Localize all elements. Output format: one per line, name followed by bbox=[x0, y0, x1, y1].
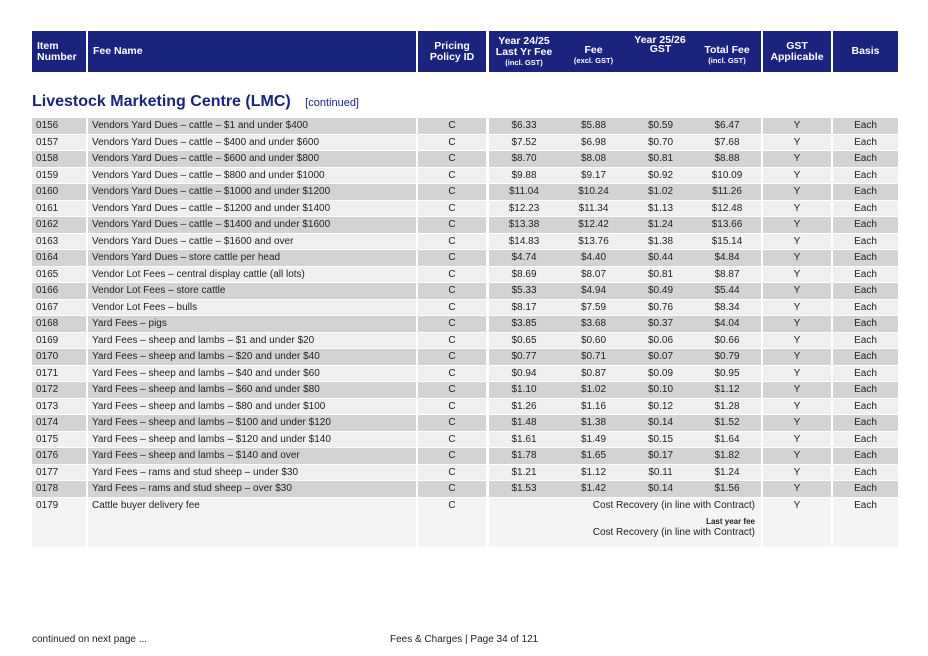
cell-basis: Each bbox=[833, 217, 898, 233]
cell-fee-name: Vendors Yard Dues – cattle – $1600 and over bbox=[88, 234, 416, 250]
header-pricing-line2: Policy ID bbox=[429, 50, 475, 63]
cell-last-year-fee: $8.17 bbox=[489, 300, 559, 316]
cell-policy: C bbox=[418, 217, 486, 233]
cell-fee-excl-gst: $1.38 bbox=[559, 415, 628, 431]
cell-gst: $0.12 bbox=[628, 399, 693, 415]
cell-gst: $1.02 bbox=[628, 184, 693, 200]
cell-fee-name: Yard Fees – sheep and lambs – $80 and under $100 bbox=[88, 399, 416, 415]
cell-last-year-fee: $8.70 bbox=[489, 151, 559, 167]
cell-policy: C bbox=[418, 151, 486, 167]
cell-gst-applicable: Y bbox=[763, 366, 831, 382]
header-total-line1: Total Fee bbox=[704, 44, 750, 56]
cell-fee-excl-gst: $7.59 bbox=[559, 300, 628, 316]
cell-last-year-fee: $8.69 bbox=[489, 267, 559, 283]
cell-gst-applicable: Y bbox=[763, 184, 831, 200]
section-title: Livestock Marketing Centre (LMC) bbox=[32, 93, 291, 110]
cell-last-year-fee: $9.88 bbox=[489, 168, 559, 184]
cell-gst-applicable: Y bbox=[763, 217, 831, 233]
cell-total-fee: $8.34 bbox=[693, 300, 761, 316]
cell-fee-excl-gst: $4.40 bbox=[559, 250, 628, 266]
cell-fee-excl-gst: $9.17 bbox=[559, 168, 628, 184]
cell-policy: C bbox=[418, 498, 486, 547]
header-last-year bbox=[489, 31, 559, 72]
cell-basis: Each bbox=[833, 349, 898, 365]
header-fee-line1: Fee bbox=[584, 44, 603, 56]
cell-policy: C bbox=[418, 415, 486, 431]
cell-basis: Each bbox=[833, 118, 898, 134]
cell-policy: C bbox=[418, 234, 486, 250]
cell-policy: C bbox=[418, 184, 486, 200]
header-last-year-line1: Year 24/25 bbox=[498, 35, 550, 47]
cell-total-fee: $0.79 bbox=[693, 349, 761, 365]
header-year-group-label: Year 25/26 bbox=[634, 34, 686, 46]
cell-total-fee: $15.14 bbox=[693, 234, 761, 250]
cell-total-fee: $7.68 bbox=[693, 135, 761, 151]
cell-basis: Each bbox=[833, 168, 898, 184]
cell-policy: C bbox=[418, 201, 486, 217]
cell-fee-name: Vendors Yard Dues – store cattle per head bbox=[88, 250, 416, 266]
cell-policy: C bbox=[418, 465, 486, 481]
cell-gst-applicable: Y bbox=[763, 349, 831, 365]
cell-last-year-fee: $14.83 bbox=[489, 234, 559, 250]
cell-gst-applicable: Y bbox=[763, 465, 831, 481]
cell-fee-name: Vendors Yard Dues – cattle – $1000 and under $1200 bbox=[88, 184, 416, 200]
cell-last-year-fee: $4.74 bbox=[489, 250, 559, 266]
cell-gst: $0.11 bbox=[628, 465, 693, 481]
cell-basis: Each bbox=[833, 250, 898, 266]
cell-gst-applicable: Y bbox=[763, 250, 831, 266]
header-gst-applicable bbox=[763, 31, 831, 72]
header-fee-line2: (excl. GST) bbox=[573, 56, 614, 65]
table-row bbox=[32, 316, 898, 333]
cell-fee-name: Vendors Yard Dues – cattle – $600 and under $800 bbox=[88, 151, 416, 167]
section-heading bbox=[32, 93, 359, 111]
table-header bbox=[32, 31, 898, 72]
cell-total-fee: $1.52 bbox=[693, 415, 761, 431]
cell-fee-name: Yard Fees – pigs bbox=[88, 316, 416, 332]
cell-last-year-fee: $6.33 bbox=[489, 118, 559, 134]
header-basis bbox=[833, 31, 898, 72]
cell-fee-name: Vendors Yard Dues – cattle – $800 and under $1000 bbox=[88, 168, 416, 184]
cell-total-fee: $1.64 bbox=[693, 432, 761, 448]
cell-total-fee: $8.87 bbox=[693, 267, 761, 283]
table-row bbox=[32, 399, 898, 416]
cell-fee-excl-gst: $0.71 bbox=[559, 349, 628, 365]
cell-gst-applicable: Y bbox=[763, 448, 831, 464]
cell-basis: Each bbox=[833, 465, 898, 481]
cell-item-number: 0174 bbox=[32, 415, 86, 431]
cell-fee-name: Vendor Lot Fees – store cattle bbox=[88, 283, 416, 299]
cell-policy: C bbox=[418, 250, 486, 266]
header-basis-label: Basis bbox=[851, 45, 880, 57]
cell-fee-excl-gst: $1.42 bbox=[559, 481, 628, 497]
cell-item-number: 0166 bbox=[32, 283, 86, 299]
table-row bbox=[32, 118, 898, 135]
cell-fee-name: Vendors Yard Dues – cattle – $1400 and under $1600 bbox=[88, 217, 416, 233]
cell-total-fee: $12.48 bbox=[693, 201, 761, 217]
cell-basis: Each bbox=[833, 448, 898, 464]
cell-total-fee: $4.84 bbox=[693, 250, 761, 266]
cell-fee-name: Yard Fees – sheep and lambs – $100 and under $120 bbox=[88, 415, 416, 431]
header-pricing-line1: Pricing bbox=[434, 39, 470, 52]
cell-basis: Each bbox=[833, 382, 898, 398]
cell-gst: $0.06 bbox=[628, 333, 693, 349]
cell-fee-excl-gst: $3.68 bbox=[559, 316, 628, 332]
cell-fee-excl-gst: $4.94 bbox=[559, 283, 628, 299]
cell-fee-excl-gst: $13.76 bbox=[559, 234, 628, 250]
header-gst-app-line1: GST bbox=[786, 39, 808, 52]
cell-item-number: 0161 bbox=[32, 201, 86, 217]
cell-item-number: 0178 bbox=[32, 481, 86, 497]
cell-fee-excl-gst: $8.07 bbox=[559, 267, 628, 283]
header-fee-name-label: Fee Name bbox=[93, 45, 143, 57]
cell-gst: $0.81 bbox=[628, 151, 693, 167]
cell-fee-name: Vendors Yard Dues – cattle – $1 and under $400 bbox=[88, 118, 416, 134]
table-row bbox=[32, 168, 898, 185]
cell-policy: C bbox=[418, 382, 486, 398]
cell-last-year-fee: $1.78 bbox=[489, 448, 559, 464]
cell-fee-excl-gst: $10.24 bbox=[559, 184, 628, 200]
cell-fee-excl-gst: $6.98 bbox=[559, 135, 628, 151]
cell-gst-applicable: Y bbox=[763, 135, 831, 151]
cell-basis: Each bbox=[833, 399, 898, 415]
cell-basis: Each bbox=[833, 135, 898, 151]
cell-fee-excl-gst: $0.60 bbox=[559, 333, 628, 349]
cell-last-year-fee: $1.10 bbox=[489, 382, 559, 398]
table-row bbox=[32, 267, 898, 284]
table-row bbox=[32, 333, 898, 350]
table-row bbox=[32, 349, 898, 366]
cell-total-fee: $0.66 bbox=[693, 333, 761, 349]
cell-basis: Each bbox=[833, 366, 898, 382]
fee-table-rows bbox=[32, 118, 898, 498]
cell-basis: Each bbox=[833, 267, 898, 283]
cell-basis: Each bbox=[833, 432, 898, 448]
cell-gst-applicable: Y bbox=[763, 283, 831, 299]
cell-cost-recovery bbox=[489, 498, 761, 547]
cell-basis: Each bbox=[833, 498, 898, 547]
cell-last-year-fee: $1.48 bbox=[489, 415, 559, 431]
cell-policy: C bbox=[418, 399, 486, 415]
cell-last-year-fee: $3.85 bbox=[489, 316, 559, 332]
cell-fee-name: Yard Fees – sheep and lambs – $20 and under $40 bbox=[88, 349, 416, 365]
cell-last-year-fee: $11.04 bbox=[489, 184, 559, 200]
header-gst-app-line2: Applicable bbox=[770, 50, 824, 63]
header-total-line2: (incl. GST) bbox=[708, 56, 746, 65]
cell-gst-applicable: Y bbox=[763, 118, 831, 134]
table-row bbox=[32, 283, 898, 300]
header-item-number-line2: Number bbox=[37, 50, 77, 63]
cell-gst: $1.38 bbox=[628, 234, 693, 250]
cell-fee-excl-gst: $1.49 bbox=[559, 432, 628, 448]
table-row bbox=[32, 300, 898, 317]
cell-gst: $0.49 bbox=[628, 283, 693, 299]
cell-gst-applicable: Y bbox=[763, 300, 831, 316]
table-row bbox=[32, 234, 898, 251]
table-row bbox=[32, 415, 898, 432]
cell-policy: C bbox=[418, 267, 486, 283]
cell-item-number: 0167 bbox=[32, 300, 86, 316]
cell-fee-excl-gst: $1.16 bbox=[559, 399, 628, 415]
cell-item-number: 0172 bbox=[32, 382, 86, 398]
cell-fee-name: Yard Fees – rams and stud sheep – under $30 bbox=[88, 465, 416, 481]
cell-gst-applicable: Y bbox=[763, 399, 831, 415]
table-row bbox=[32, 250, 898, 267]
cell-item-number: 0164 bbox=[32, 250, 86, 266]
cell-fee-name: Vendor Lot Fees – bulls bbox=[88, 300, 416, 316]
cell-last-year-fee: $0.65 bbox=[489, 333, 559, 349]
table-row bbox=[32, 448, 898, 465]
cell-fee-name: Yard Fees – sheep and lambs – $120 and under $140 bbox=[88, 432, 416, 448]
table-row bbox=[32, 382, 898, 399]
cell-gst-applicable: Y bbox=[763, 415, 831, 431]
cell-fee-excl-gst: $12.42 bbox=[559, 217, 628, 233]
cell-item-number: 0176 bbox=[32, 448, 86, 464]
cell-fee-excl-gst: $8.08 bbox=[559, 151, 628, 167]
cell-basis: Each bbox=[833, 481, 898, 497]
cell-total-fee: $1.56 bbox=[693, 481, 761, 497]
cell-basis: Each bbox=[833, 316, 898, 332]
cell-last-year-fee: $0.94 bbox=[489, 366, 559, 382]
cell-fee-excl-gst: $11.34 bbox=[559, 201, 628, 217]
cell-gst-applicable: Y bbox=[763, 151, 831, 167]
cell-fee-excl-gst: $1.02 bbox=[559, 382, 628, 398]
cell-basis: Each bbox=[833, 283, 898, 299]
cell-total-fee: $6.47 bbox=[693, 118, 761, 134]
cell-gst-applicable: Y bbox=[763, 333, 831, 349]
cell-basis: Each bbox=[833, 300, 898, 316]
cell-item-number: 0158 bbox=[32, 151, 86, 167]
cell-basis: Each bbox=[833, 184, 898, 200]
table-row bbox=[32, 465, 898, 482]
cell-total-fee: $11.26 bbox=[693, 184, 761, 200]
cell-policy: C bbox=[418, 432, 486, 448]
cell-policy: C bbox=[418, 168, 486, 184]
cell-item-number: 0163 bbox=[32, 234, 86, 250]
cell-basis: Each bbox=[833, 234, 898, 250]
cell-gst-applicable: Y bbox=[763, 267, 831, 283]
cell-basis: Each bbox=[833, 151, 898, 167]
cell-policy: C bbox=[418, 349, 486, 365]
cell-gst: $0.17 bbox=[628, 448, 693, 464]
cell-gst: $0.76 bbox=[628, 300, 693, 316]
cell-basis: Each bbox=[833, 333, 898, 349]
footer-continued: continued on next page ... bbox=[32, 634, 148, 645]
header-year-group bbox=[559, 31, 761, 72]
cell-gst: $0.15 bbox=[628, 432, 693, 448]
cell-gst: $0.92 bbox=[628, 168, 693, 184]
cell-policy: C bbox=[418, 333, 486, 349]
cell-total-fee: $5.44 bbox=[693, 283, 761, 299]
cell-last-year-fee: $7.52 bbox=[489, 135, 559, 151]
table-row bbox=[32, 481, 898, 498]
cell-total-fee: $1.82 bbox=[693, 448, 761, 464]
cell-item-number: 0162 bbox=[32, 217, 86, 233]
cell-last-year-fee: $1.61 bbox=[489, 432, 559, 448]
cell-item-number: 0179 bbox=[32, 498, 86, 547]
fee-table bbox=[32, 118, 898, 548]
cell-total-fee: $4.04 bbox=[693, 316, 761, 332]
cell-fee-name: Yard Fees – sheep and lambs – $40 and under $60 bbox=[88, 366, 416, 382]
cell-total-fee: $13.66 bbox=[693, 217, 761, 233]
cell-fee-name: Yard Fees – sheep and lambs – $60 and under $80 bbox=[88, 382, 416, 398]
section-continued: [continued] bbox=[305, 97, 359, 109]
cell-gst: $0.10 bbox=[628, 382, 693, 398]
header-item-number-line1: Item bbox=[37, 39, 59, 52]
cell-gst: $0.14 bbox=[628, 415, 693, 431]
cell-policy: C bbox=[418, 118, 486, 134]
header-last-year-line3: (incl. GST) bbox=[505, 58, 543, 67]
cell-gst-applicable: Y bbox=[763, 168, 831, 184]
table-row bbox=[32, 201, 898, 218]
cell-policy: C bbox=[418, 366, 486, 382]
last-year-fee-text: Cost Recovery (in line with Contract) bbox=[592, 527, 755, 538]
cell-fee-name: Vendors Yard Dues – cattle – $400 and under $600 bbox=[88, 135, 416, 151]
cell-gst: $1.24 bbox=[628, 217, 693, 233]
cell-gst: $0.44 bbox=[628, 250, 693, 266]
cell-last-year-fee: $13.38 bbox=[489, 217, 559, 233]
cell-gst: $1.13 bbox=[628, 201, 693, 217]
cell-gst-applicable: Y bbox=[763, 481, 831, 497]
cell-basis: Each bbox=[833, 415, 898, 431]
cell-item-number: 0157 bbox=[32, 135, 86, 151]
cell-policy: C bbox=[418, 300, 486, 316]
footer-page-info: Fees & Charges | Page 34 of 121 bbox=[390, 634, 539, 645]
cell-last-year-fee: $1.26 bbox=[489, 399, 559, 415]
cell-gst-applicable: Y bbox=[763, 234, 831, 250]
cell-fee-name: Vendors Yard Dues – cattle – $1200 and under $1400 bbox=[88, 201, 416, 217]
table-row bbox=[32, 151, 898, 168]
cell-fee-excl-gst: $0.87 bbox=[559, 366, 628, 382]
cell-fee-name: Yard Fees – rams and stud sheep – over $30 bbox=[88, 481, 416, 497]
cell-fee-name: Yard Fees – sheep and lambs – $1 and under $20 bbox=[88, 333, 416, 349]
cell-last-year-fee: $1.21 bbox=[489, 465, 559, 481]
cell-item-number: 0165 bbox=[32, 267, 86, 283]
cell-item-number: 0156 bbox=[32, 118, 86, 134]
cell-policy: C bbox=[418, 316, 486, 332]
header-total bbox=[693, 45, 761, 65]
cell-policy: C bbox=[418, 448, 486, 464]
table-row bbox=[32, 432, 898, 449]
current-fee-text: Cost Recovery (in line with Contract) bbox=[592, 499, 755, 511]
cell-total-fee: $1.24 bbox=[693, 465, 761, 481]
cell-gst-applicable: Y bbox=[763, 382, 831, 398]
table-row bbox=[32, 217, 898, 234]
cell-gst-applicable: Y bbox=[763, 316, 831, 332]
cell-item-number: 0177 bbox=[32, 465, 86, 481]
cell-item-number: 0170 bbox=[32, 349, 86, 365]
header-item-number bbox=[32, 31, 86, 72]
cell-fee-name: Yard Fees – sheep and lambs – $140 and over bbox=[88, 448, 416, 464]
cell-total-fee: $1.12 bbox=[693, 382, 761, 398]
header-fee bbox=[559, 45, 628, 65]
cell-fee-excl-gst: $1.12 bbox=[559, 465, 628, 481]
cell-gst-applicable: Y bbox=[763, 201, 831, 217]
cell-gst: $0.81 bbox=[628, 267, 693, 283]
cell-item-number: 0175 bbox=[32, 432, 86, 448]
table-row bbox=[32, 184, 898, 201]
cell-policy: C bbox=[418, 481, 486, 497]
cell-fee-name: Vendor Lot Fees – central display cattle (all lots) bbox=[88, 267, 416, 283]
header-pricing-policy bbox=[418, 31, 486, 72]
last-year-label: Last year fee bbox=[706, 517, 755, 526]
cell-basis: Each bbox=[833, 201, 898, 217]
cell-gst: $0.70 bbox=[628, 135, 693, 151]
cell-item-number: 0171 bbox=[32, 366, 86, 382]
cell-item-number: 0169 bbox=[32, 333, 86, 349]
cell-item-number: 0160 bbox=[32, 184, 86, 200]
cell-last-year-fee: $1.53 bbox=[489, 481, 559, 497]
cell-last-year-fee: $12.23 bbox=[489, 201, 559, 217]
cell-fee-excl-gst: $5.88 bbox=[559, 118, 628, 134]
cell-last-year-fee: $5.33 bbox=[489, 283, 559, 299]
table-row bbox=[32, 366, 898, 383]
cell-fee-excl-gst: $1.65 bbox=[559, 448, 628, 464]
cell-total-fee: $1.28 bbox=[693, 399, 761, 415]
header-fee-name bbox=[88, 31, 416, 72]
table-row bbox=[32, 498, 898, 548]
cell-gst: $0.09 bbox=[628, 366, 693, 382]
cell-gst: $0.14 bbox=[628, 481, 693, 497]
cell-policy: C bbox=[418, 135, 486, 151]
cell-total-fee: $8.88 bbox=[693, 151, 761, 167]
cell-total-fee: $10.09 bbox=[693, 168, 761, 184]
cell-gst: $0.37 bbox=[628, 316, 693, 332]
cell-gst-applicable: Y bbox=[763, 432, 831, 448]
cell-policy: C bbox=[418, 283, 486, 299]
cell-total-fee: $0.95 bbox=[693, 366, 761, 382]
cell-fee-name: Cattle buyer delivery fee bbox=[88, 498, 416, 547]
cell-item-number: 0173 bbox=[32, 399, 86, 415]
cell-item-number: 0159 bbox=[32, 168, 86, 184]
cell-gst: $0.07 bbox=[628, 349, 693, 365]
cell-gst-applicable: Y bbox=[763, 498, 831, 547]
header-last-year-line2: Last Yr Fee bbox=[495, 46, 553, 58]
header-gst-label: GST bbox=[649, 43, 672, 55]
header-gst bbox=[628, 45, 693, 55]
table-row bbox=[32, 135, 898, 152]
cell-item-number: 0168 bbox=[32, 316, 86, 332]
cell-gst: $0.59 bbox=[628, 118, 693, 134]
cell-last-year-fee: $0.77 bbox=[489, 349, 559, 365]
